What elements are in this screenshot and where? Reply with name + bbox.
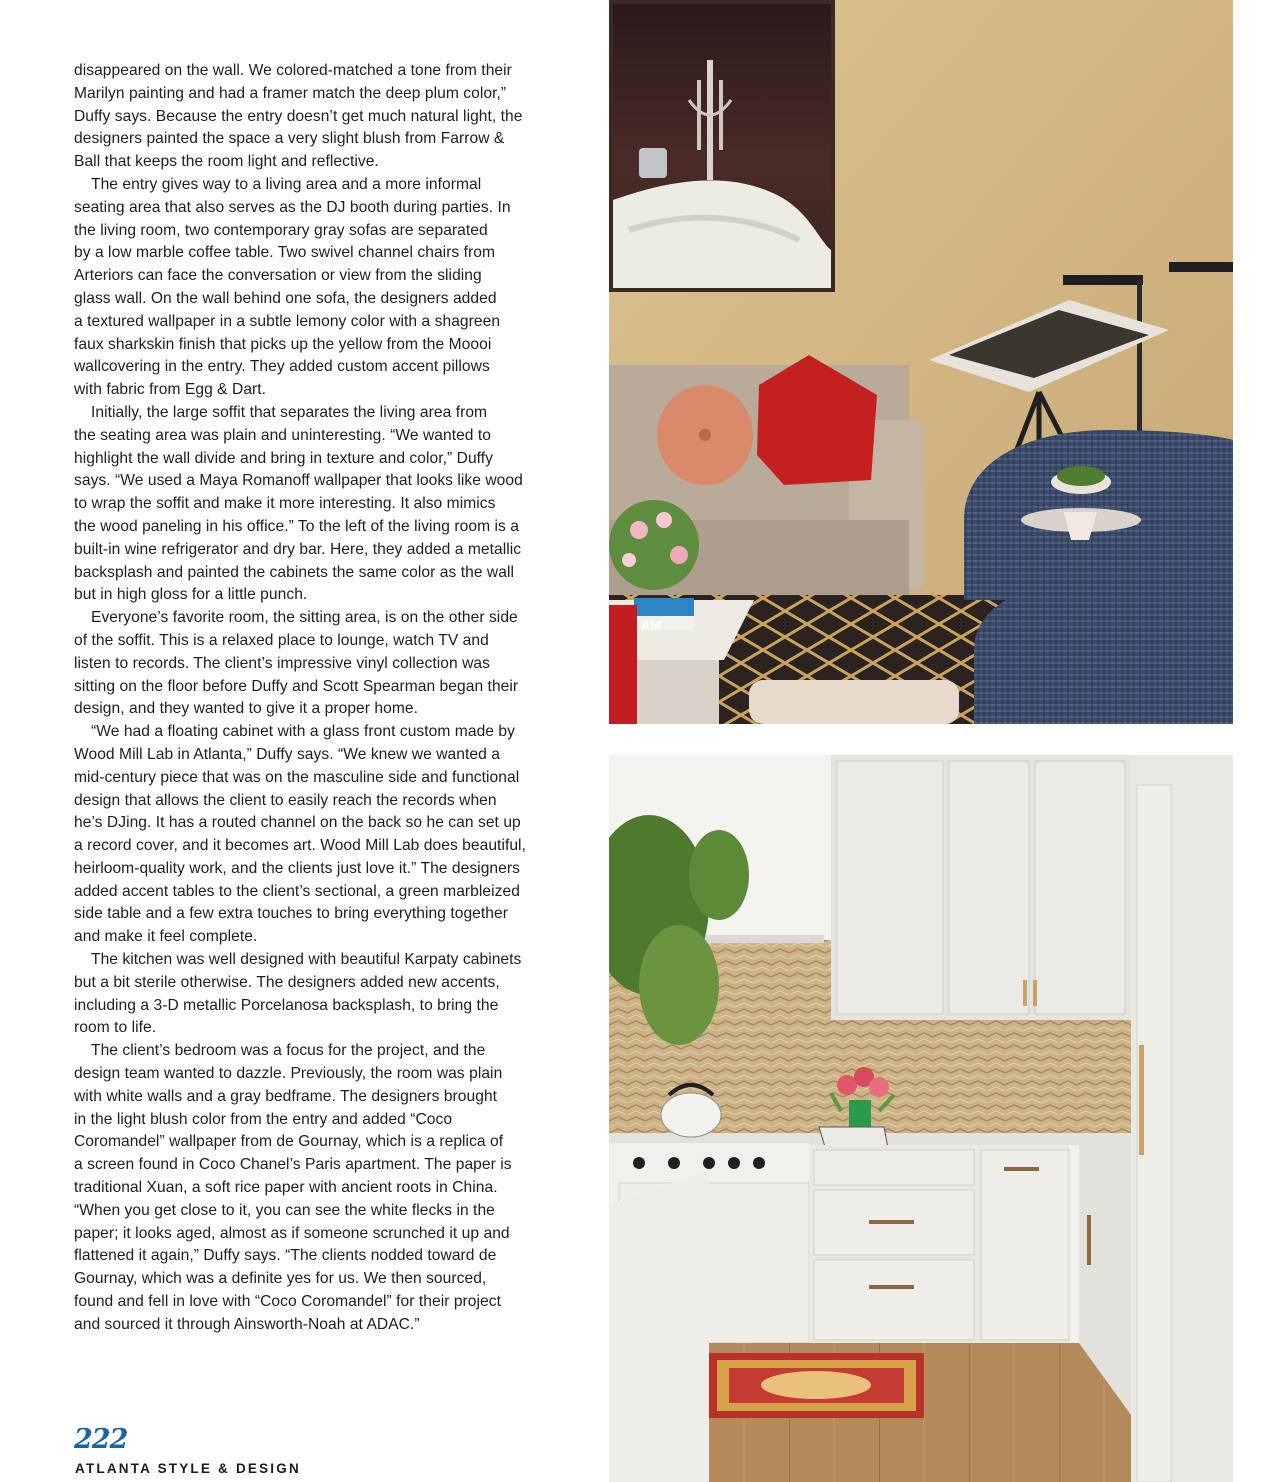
text-line: Everyone’s favorite room, the sitting area, is on the other side [91,609,518,627]
text-line: paper; it looks aged, almost as if someone scrunched it up and [74,1224,510,1242]
text-line: “When you get close to it, you can see the white flecks in the [74,1201,495,1219]
article-paragraph [74,174,582,402]
text-line: faux sharkskin finish that picks up the yellow from the Moooi [74,335,492,353]
upper-cabinets [831,755,1131,1020]
text-line: and make it feel complete. [74,928,258,946]
page-number: 222 [74,1424,128,1455]
text-line: found and fell in love with “Coco Coromandel” for their project [74,1293,501,1311]
text-line: seating area that also serves as the DJ booth during parties. In [74,198,511,216]
magazine-name: ATLANTA STYLE & DESIGN [75,1461,301,1476]
text-line: design, and they wanted to give it a proper home. [74,700,418,718]
article-paragraph [74,949,582,1040]
book-spine-text: AM [641,618,662,633]
tea-kettle [661,1085,721,1137]
kitchen-illustration [609,755,1233,1482]
text-line: “We had a floating cabinet with a glass front custom made by [91,723,515,741]
text-line: traditional Xuan, a soft rice paper with ancient roots in China. [74,1179,498,1197]
text-line: and sourced it through Ainsworth-Noah at ADAC.” [74,1315,420,1333]
text-line: he’s DJing. It has a routed channel on the back so he can set up [74,814,521,832]
article-paragraph [74,607,582,721]
text-line: a screen found in Coco Chanel’s Paris apartment. The paper is [74,1156,512,1174]
swivel-chairs [964,430,1233,724]
ottoman [749,680,959,724]
living-room-illustration [609,0,1233,724]
kitchen-island [609,1170,709,1482]
text-line: says. “We used a Maya Romanoff wallpaper that looks like wood [74,472,523,490]
text-line: by a low marble coffee table. Two swivel channel chairs from [74,244,496,262]
living-room-photo [609,0,1233,724]
text-line: highlight the wall divide and bring in texture and color,” Duffy [74,449,493,467]
article-paragraph [74,60,582,174]
text-line: Marilyn painting and had a framer match the deep plum color,” [74,84,507,102]
text-line: flattened it again,” Duffy says. “The clients nodded toward de [74,1247,497,1265]
text-line: Wood Mill Lab in Atlanta,” Duffy says. “We knew we wanted a [74,745,500,763]
text-line: Initially, the large soffit that separates the living area from [91,403,488,421]
pantry-cabinet [1131,755,1233,1482]
kitchen-photo [609,755,1233,1482]
text-line: with fabric from Egg & Dart. [74,381,267,399]
text-line: Duffy says. Because the entry doesn’t get much natural light, the [74,107,523,125]
text-line: The kitchen was well designed with beautiful Karpaty cabinets [91,951,522,969]
text-line: design that allows the client to easily reach the records when [74,791,497,809]
text-line: side table and a few extra touches to bring everything together [74,905,508,923]
painting [609,0,835,292]
text-line: a textured wallpaper in a subtle lemony color with a shagreen [74,312,501,330]
text-line: backsplash and painted the cabinets the same color as the wall [74,563,514,581]
text-line: in the light blush color from the entry and added “Coco [74,1110,453,1128]
text-line: a record cover, and it becomes art. Wood Mill Lab does beautiful, [74,837,526,855]
text-line: but a bit sterile otherwise. The designers added new accents, [74,973,500,991]
text-line: with white walls and a gray bedframe. The designers brought [74,1087,498,1105]
text-line: design team wanted to dazzle. Previously, the room was plain [74,1065,503,1083]
text-line: to wrap the soffit and make it more interesting. It also mimics [74,495,496,513]
text-line: Ball that keeps the room light and reflective. [74,153,379,171]
text-line: room to life. [74,1019,157,1037]
text-line: Gournay, which was a definite yes for us. We then sourced, [74,1270,487,1288]
article-paragraph [74,1040,582,1336]
text-line: including a 3-D metallic Porcelanosa backsplash, to bring the [74,996,499,1014]
text-line: sitting on the floor before Duffy and Scott Spearman began their [74,677,519,695]
text-line: heirloom-quality work, and the clients just love it.” The designers [74,859,520,877]
text-line: the seating area was plain and uninteresting. “We wanted to [74,426,492,444]
text-line: designers painted the space a very slight blush from Farrow & [74,130,505,148]
text-line: the living room, two contemporary gray sofas are separated [74,221,488,239]
runner-rug [709,1353,924,1418]
text-line: glass wall. On the wall behind one sofa, the designers added [74,289,497,307]
text-line: built-in wine refrigerator and dry bar. Here, they added a metallic [74,540,522,558]
article-paragraph [74,402,582,607]
article-body [74,60,582,1337]
text-line: of the soffit. This is a relaxed place to lounge, watch TV and [74,631,489,649]
text-line: The entry gives way to a living area and a more informal [91,175,482,193]
text-line: The client’s bedroom was a focus for the project, and the [91,1042,486,1060]
text-line: the wood paneling in his office.” To the left of the living room is a [74,517,519,535]
text-line: Arteriors can face the conversation or view from the sliding [74,267,482,285]
text-line: wallcovering in the entry. They added custom accent pillows [74,358,490,376]
article-paragraph [74,721,582,949]
text-line: listen to records. The client’s impressive vinyl collection was [74,654,490,672]
text-line: added accent tables to the client’s sectional, a green marbleized [74,882,520,900]
flower-arrangement [609,500,699,590]
text-line: but in high gloss for a little punch. [74,586,308,604]
text-line: Coromandel” wallpaper from de Gournay, which is a replica of [74,1133,504,1151]
text-line: mid-century piece that was on the masculine side and functional [74,768,520,786]
text-line: disappeared on the wall. We colored-matched a tone from their [74,62,512,79]
